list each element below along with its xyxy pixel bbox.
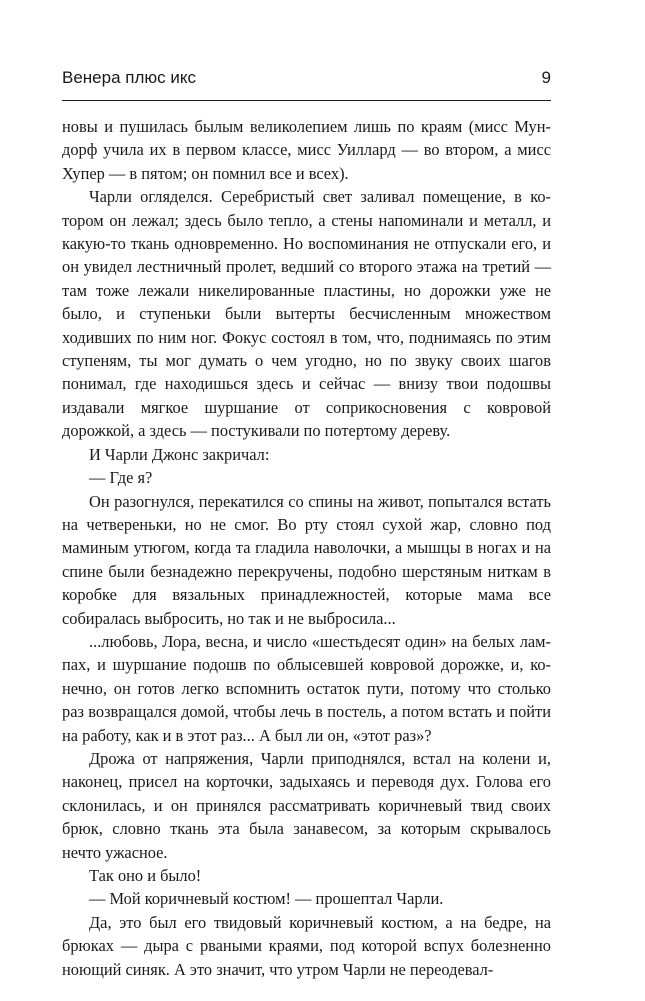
running-title: Венера плюс икс	[62, 68, 196, 87]
header-rule	[62, 100, 551, 101]
body-text	[62, 115, 551, 981]
paragraph: Он разогнулся, перекатился со спины на живот, попытался встать на четвереньки, но не смог. Во рту стоял сухой жар, словно под маминым утюгом, когда та гладила наволочки, а мышцы в ногах и на спине были безнадежно перекручены, подобно шерстяным ниткам в коробке для вязальных принадлежностей, которые мама все собиралась выбросить, но так и не выбросила...	[62, 491, 551, 628]
paragraph: Дрожа от напряжения, Чарли приподнялся, встал на колени и, наконец, присел на корточки, задыхаясь и переводя дух. Голова его склонилась, и он принялся рассматривать коричневый твид своих брюк, словно ткань эта была занавесом, за которым скрывалось нечто ужасное.	[62, 748, 551, 862]
paragraph: Чарли огляделся. Серебристый свет заливал помещение, в котором он лежал; здесь было тепло, а стены напоминали и металл, и какую-то ткань одновременно. Но воспоминания не отпускали его, и он увидел лестничный пролет, ведший со второго этажа на третий — там тоже лежали никелированные пластины, но дорожки уже не было, и ступеньки были вытерты бесчисленным множеством ходивших по ним ног. Фокус состоял в том, что, поднимаясь по этим ступеням, ты мог думать о чем угодно, но по звуку своих шагов понимал, где находишься здесь и сейчас — внизу твои подошвы издавали мягкое шуршание от соприкосновения с ковровой дорожкой, а здесь — постукивали по потертому дереву.	[62, 187, 551, 441]
paragraph: Так оно и было!	[89, 866, 202, 885]
dialogue-line: — Мой коричневый костюм! — прошептал Чарли.	[89, 889, 444, 909]
paragraph-continued: новы и пушилась былым великолепием лишь по краям (мисс Мундорф учила их в первом классе, мисс Уиллард — во втором, а мисс Хупер — в пятом; он помнил все и всех).	[62, 117, 551, 183]
dialogue-line: — Где я?	[89, 468, 153, 488]
running-head	[62, 68, 551, 100]
page-number: 9	[541, 68, 551, 87]
paragraph: Да, это был его твидовый коричневый костюм, а на бедре, на брюках — дыра с рваными краями, под которой вспух болезненно ноющий синяк. А это значит, что утром Чарли не переодевал-	[62, 912, 551, 979]
paragraph: ...любовь, Лора, весна, и число «шестьдесят один» на белых лампах, и шуршание подошв по облысевшей ковровой дорожке, и, конечно, он готов легко вспомнить остаток пути, потому что столько раз возвращался домой, чтобы лечь в постель, а потом встать и пойти на работу, как и в этот раз... А был ли он, «этот раз»?	[62, 631, 551, 745]
paragraph: И Чарли Джонс закричал:	[89, 444, 270, 464]
